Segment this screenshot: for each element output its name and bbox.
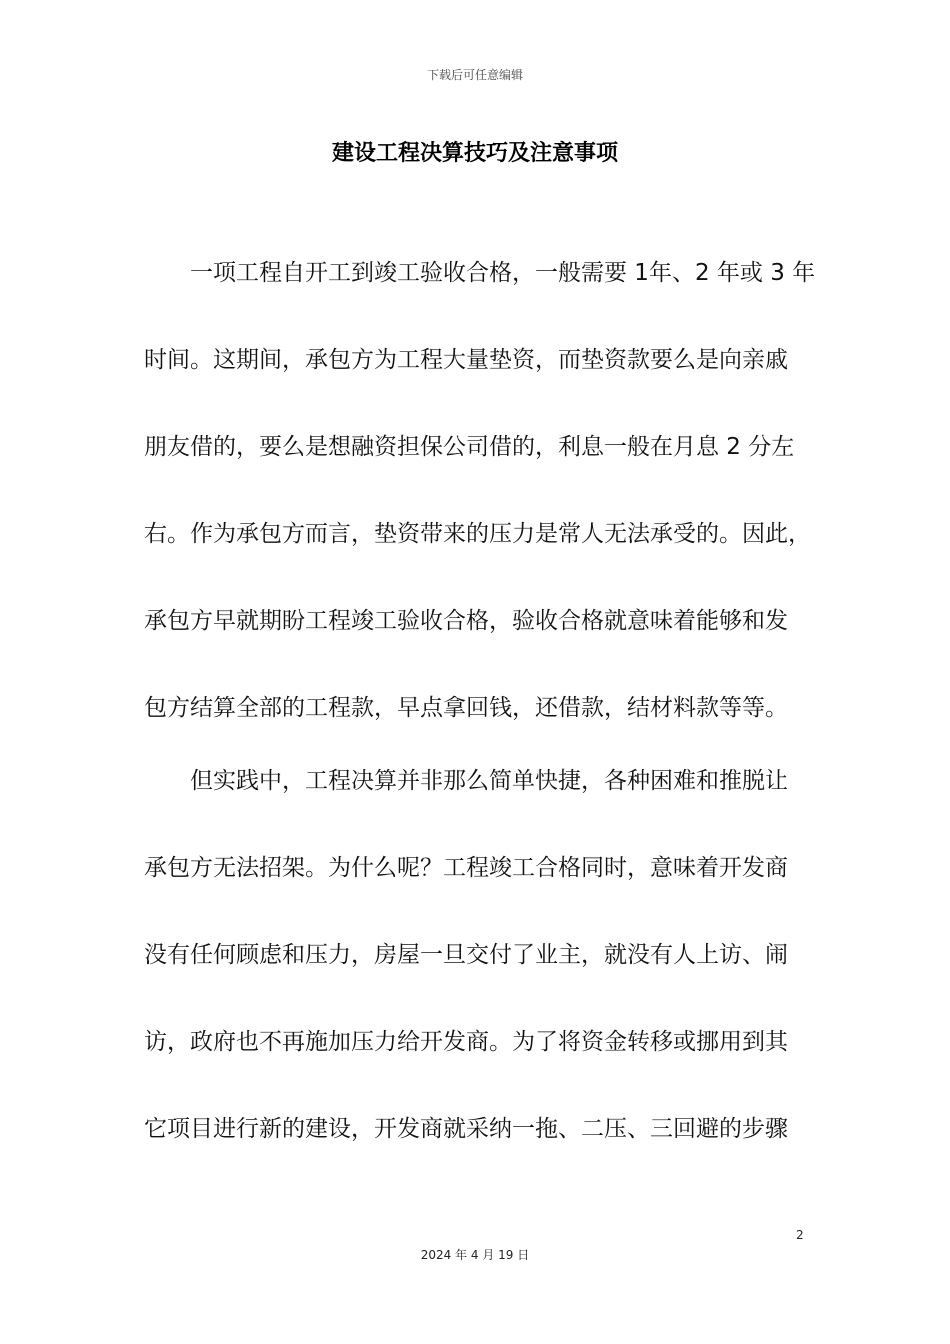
body-line: 它项目进行新的建设，开发商就采纳一拖、二压、三回避的步骤	[144, 1116, 788, 1142]
body-line: 承包方早就期盼工程竣工验收合格，验收合格就意味着能够和发	[144, 608, 788, 634]
document-title: 建设工程决算技巧及注意事项	[331, 141, 618, 166]
body-line: 没有任何顾虑和压力，房屋一旦交付了业主，就没有人上访、闹	[144, 942, 788, 968]
body-line: 但实践中，工程决算并非那么简单快捷，各种困难和推脱让	[144, 768, 788, 794]
body-line: 一项工程自开工到竣工验收合格，一般需要 1年、2 年或 3 年	[144, 260, 816, 286]
body-line: 时间。这期间，承包方为工程大量垫资，而垫资款要么是向亲戚	[144, 347, 788, 373]
page-footer-date: 2024 年 4 月 19 日	[420, 1248, 530, 1262]
page-number: 2	[796, 1228, 804, 1242]
page-header-note: 下载后可任意编辑	[426, 68, 523, 82]
body-line: 承包方无法招架。为什么呢？工程竣工合格同时，意味着开发商	[144, 855, 788, 881]
body-line: 访，政府也不再施加压力给开发商。为了将资金转移或挪用到其	[144, 1029, 788, 1055]
body-line: 朋友借的，要么是想融资担保公司借的，利息一般在月息 2 分左	[144, 434, 795, 460]
body-line: 右。作为承包方而言，垫资带来的压力是常人无法承受的。因此，	[144, 521, 811, 547]
body-line: 包方结算全部的工程款，早点拿回钱，还借款，结材料款等等。	[144, 695, 788, 721]
